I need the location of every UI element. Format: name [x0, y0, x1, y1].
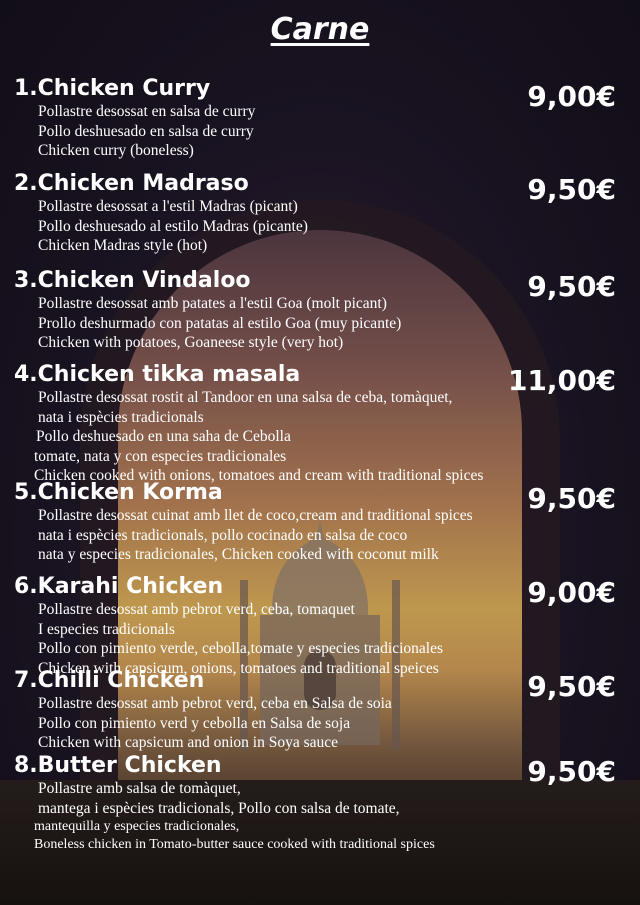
item-desc-line: Prollo deshurmado con patatas al estilo Goa (muy picante) — [38, 314, 402, 332]
item-desc-line: mantequilla y especies tradicionales, — [34, 819, 240, 834]
item-desc-line: Chicken with capsicum, onions, tomatoes and traditional speices — [38, 659, 439, 677]
item-desc-line: Chicken with potatoes, Goaneese style (very hot) — [38, 334, 344, 351]
item-desc-line: Pollastre amb salsa de tomàquet, — [38, 780, 241, 797]
menu-item — [14, 480, 626, 565]
menu-item — [14, 76, 626, 161]
item-price: 9,50€ — [527, 482, 616, 515]
item-desc-line: nata i espècies tradicionals, pollo cocinado en salsa de coco — [38, 526, 408, 544]
item-price: 9,50€ — [527, 270, 616, 303]
menu-item — [14, 362, 626, 486]
item-name: 2.Chicken Madraso — [14, 171, 249, 196]
item-price: 11,00€ — [507, 364, 616, 397]
item-name: 5.Chicken Korma — [14, 480, 223, 505]
menu-item — [14, 171, 626, 256]
item-desc-line: I especies tradicionals — [38, 620, 175, 638]
item-desc-line: nata i espècies tradicionals — [38, 408, 204, 426]
item-name: 3.Chicken Vindaloo — [14, 268, 251, 293]
item-desc-line: Pollo deshuesado en salsa de curry — [38, 122, 254, 140]
item-desc-line: Pollastre desossat a l'estil Madras (picant) — [38, 198, 298, 215]
item-desc-line: Pollastre desossat amb patates a l'estil Goa (molt picant) — [38, 295, 387, 312]
item-desc-line: nata y especies tradicionales, Chicken cooked with coconut milk — [38, 546, 439, 563]
item-desc-line: Pollastre desossat rostit al Tandoor en una salsa de ceba, tomàquet, — [38, 389, 453, 406]
item-name: 4.Chicken tikka masala — [14, 362, 301, 387]
item-price: 9,50€ — [527, 670, 616, 703]
menu-item — [14, 574, 626, 678]
item-name: 8.Butter Chicken — [14, 753, 222, 778]
item-price: 9,00€ — [527, 80, 616, 113]
item-desc-line: Chicken cooked with onions, tomatoes and cream with traditional spices — [34, 467, 484, 484]
item-desc-line: Chicken curry (boneless) — [38, 142, 194, 159]
item-desc-line: Pollastre desossat amb pebrot verd, ceba, tomaquet — [38, 601, 355, 618]
item-desc-line: Chicken Madras style (hot) — [38, 237, 208, 254]
item-name: 6.Karahi Chicken — [14, 574, 224, 599]
item-desc-line: Pollastre desossat cuinat amb llet de coco,cream and traditional spices — [38, 507, 473, 524]
item-desc-line: Pollastre desossat amb pebrot verd, ceba en Salsa de soia — [38, 695, 392, 712]
page-title: Carne — [270, 12, 370, 47]
item-desc-line: Pollo con pimiento verde, cebolla,tomate y especies tradicionales — [38, 640, 444, 657]
item-price: 9,50€ — [527, 755, 616, 788]
item-desc-line: Pollo deshuesado al estilo Madras (picante) — [38, 217, 308, 235]
item-desc-line: Pollastre desossat en salsa de curry — [38, 103, 256, 120]
item-desc-line: tomate, nata y con especies tradicionales — [34, 447, 287, 465]
item-desc-line: Boneless chicken in Tomato-butter sauce cooked with traditional spices — [34, 837, 435, 852]
item-desc-line: mantega i espècies tradicionals, Pollo con salsa de tomate, — [38, 799, 400, 817]
item-desc-line: Pollo deshuesado en una saha de Cebolla — [36, 428, 291, 445]
item-desc-line: Pollo con pimiento verd y cebolla en Salsa de soja — [38, 714, 351, 732]
item-name: 1.Chicken Curry — [14, 76, 211, 101]
menu-item — [14, 753, 626, 854]
item-desc-line: Chicken with capsicum and onion in Soya sauce — [38, 734, 339, 751]
item-price: 9,00€ — [527, 576, 616, 609]
item-price: 9,50€ — [527, 173, 616, 206]
item-name: 7.Chilli Chicken — [14, 668, 205, 693]
menu-item — [14, 268, 626, 353]
menu-item — [14, 668, 626, 753]
